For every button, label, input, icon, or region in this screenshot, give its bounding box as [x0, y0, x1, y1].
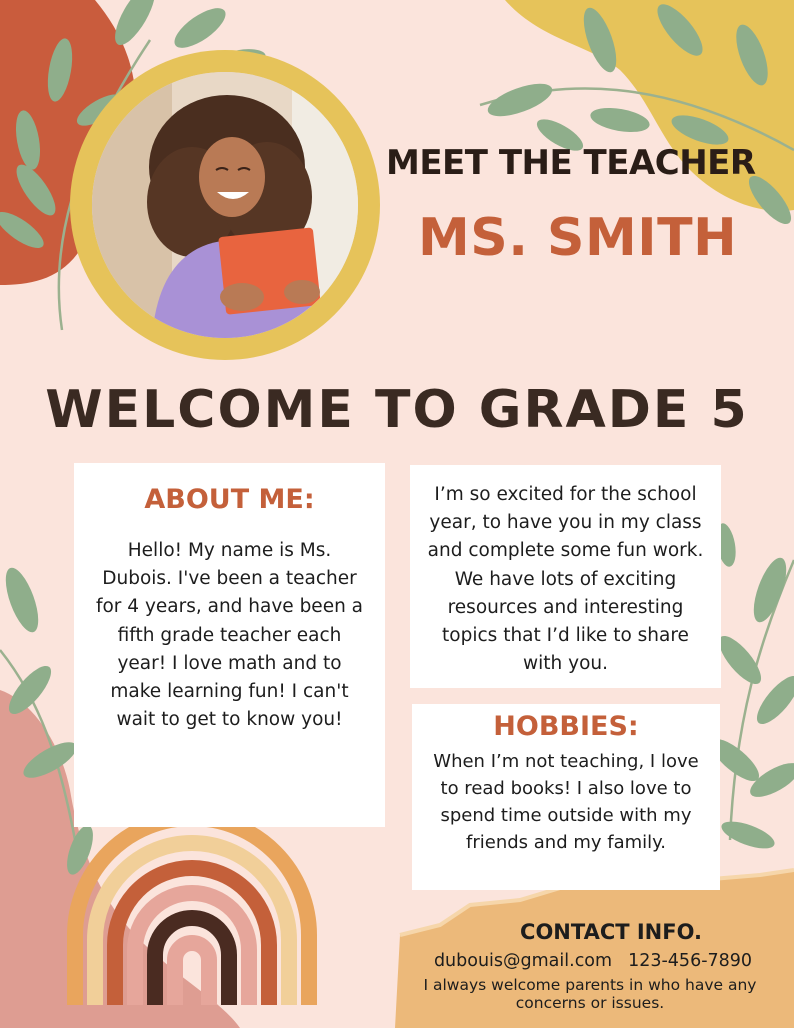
teacher-name: MS. SMITH	[418, 208, 738, 268]
teacher-illustration	[92, 72, 358, 338]
excited-card	[410, 465, 721, 688]
contact-note: I always welcome parents in who have any concerns or issues.	[423, 976, 757, 1012]
hobbies-heading: HOBBIES:	[493, 711, 639, 742]
teacher-photo	[92, 72, 358, 338]
contact-email: dubouis@gmail.com	[433, 951, 613, 971]
page-title: MEET THE TEACHER	[386, 143, 756, 183]
welcome-banner: WELCOME TO GRADE 5	[45, 380, 749, 440]
about-heading: ABOUT ME:	[144, 484, 315, 515]
about-body: Hello! My name is Ms. Dubois. I've been a teacher for 4 years, and have been a fifth grade teacher each year! I love math and to make learning fun! I can't wait to get to know you!	[95, 540, 364, 731]
hobbies-body: When I’m not teaching, I love to read books! I also love to spend time outside with my friends and my family.	[433, 751, 699, 853]
contact-line	[408, 951, 778, 971]
about-card	[74, 463, 385, 827]
contact-phone: 123-456-7890	[628, 951, 753, 971]
hobbies-card	[412, 704, 720, 890]
excited-body: I’m so excited for the school year, to have you in my class and complete some fun work. We have lots of exciting resources and interesting topics that I’d like to share with you.	[427, 484, 704, 675]
contact-heading: CONTACT INFO.	[520, 920, 702, 944]
